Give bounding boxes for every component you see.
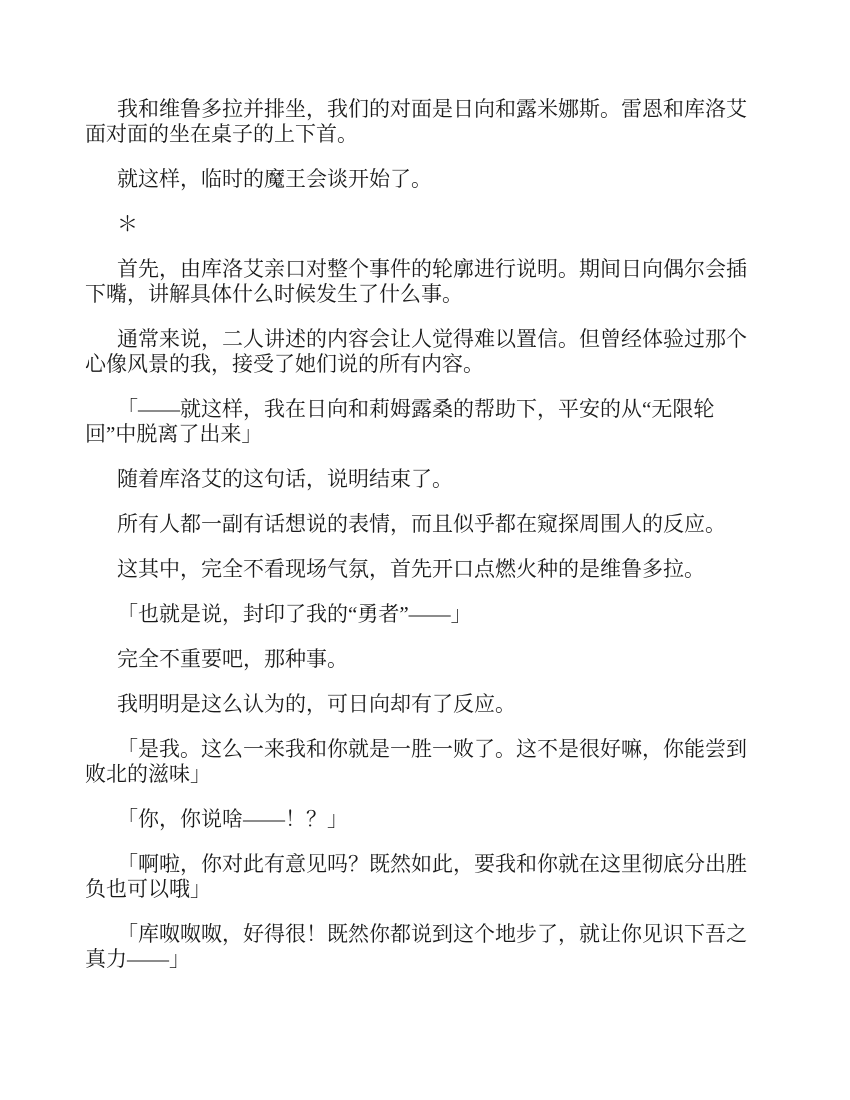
paragraph — [85, 397, 785, 447]
paragraph-line: 下嘴，讲解具体什么时候发生了什么事。 — [85, 282, 463, 306]
paragraph-line: 心像风景的我，接受了她们说的所有内容。 — [85, 352, 484, 376]
paragraph-first-line: 就这样，临时的魔王会谈开始了。 — [117, 167, 432, 191]
section-divider — [85, 212, 785, 237]
paragraph-line: 真力——」 — [85, 947, 190, 971]
paragraph — [85, 807, 785, 832]
paragraph-line: 回”中脱离了出来」 — [85, 422, 263, 446]
paragraph-line: 败北的滋味」 — [85, 762, 211, 786]
paragraph-first-line: 完全不重要吧，那种事。 — [117, 647, 348, 671]
paragraph — [85, 512, 785, 537]
paragraph-first-line: 「你，你说啥——！？」 — [117, 807, 348, 831]
paragraph — [85, 257, 785, 307]
paragraph-first-line: 通常来说，二人讲述的内容会让人觉得难以置信。但曾经体验过那个 — [117, 327, 747, 351]
paragraph-first-line: 我和维鲁多拉并排坐，我们的对面是日向和露米娜斯。雷恩和库洛艾 — [117, 97, 747, 121]
paragraph-first-line: 我明明是这么认为的，可日向却有了反应。 — [117, 692, 516, 716]
paragraph-first-line: 这其中，完全不看现场气氛，首先开口点燃火种的是维鲁多拉。 — [117, 557, 705, 581]
paragraph — [85, 852, 785, 902]
paragraph — [85, 737, 785, 787]
paragraph-first-line: ＊ — [117, 212, 139, 236]
paragraph-line: 面对面的坐在桌子的上下首。 — [85, 122, 358, 146]
paragraph — [85, 167, 785, 192]
paragraph-first-line: 「也就是说，封印了我的“勇者”——」 — [117, 602, 472, 626]
paragraph-first-line: 「——就这样，我在日向和莉姆露桑的帮助下，平安的从“无限轮 — [117, 397, 715, 421]
paragraph-first-line: 随着库洛艾的这句话，说明结束了。 — [117, 467, 453, 491]
paragraph — [85, 327, 785, 377]
paragraph-first-line: 「啊啦，你对此有意见吗？既然如此，要我和你就在这里彻底分出胜 — [117, 852, 747, 876]
paragraph-first-line: 首先，由库洛艾亲口对整个事件的轮廓进行说明。期间日向偶尔会插 — [117, 257, 747, 281]
paragraph-first-line: 所有人都一副有话想说的表情，而且似乎都在窥探周围人的反应。 — [117, 512, 726, 536]
paragraph-first-line: 「是我。这么一来我和你就是一胜一败了。这不是很好嘛，你能尝到 — [117, 737, 747, 761]
paragraph — [85, 647, 785, 672]
paragraph — [85, 557, 785, 582]
paragraph-line: 负也可以哦」 — [85, 877, 211, 901]
paragraph — [85, 467, 785, 492]
paragraph — [85, 692, 785, 717]
paragraph-first-line: 「库呶呶呶，好得很！既然你都说到这个地步了，就让你见识下吾之 — [117, 922, 747, 946]
paragraph — [85, 922, 785, 972]
paragraph — [85, 602, 785, 627]
paragraph — [85, 97, 785, 147]
text-content — [85, 97, 785, 992]
